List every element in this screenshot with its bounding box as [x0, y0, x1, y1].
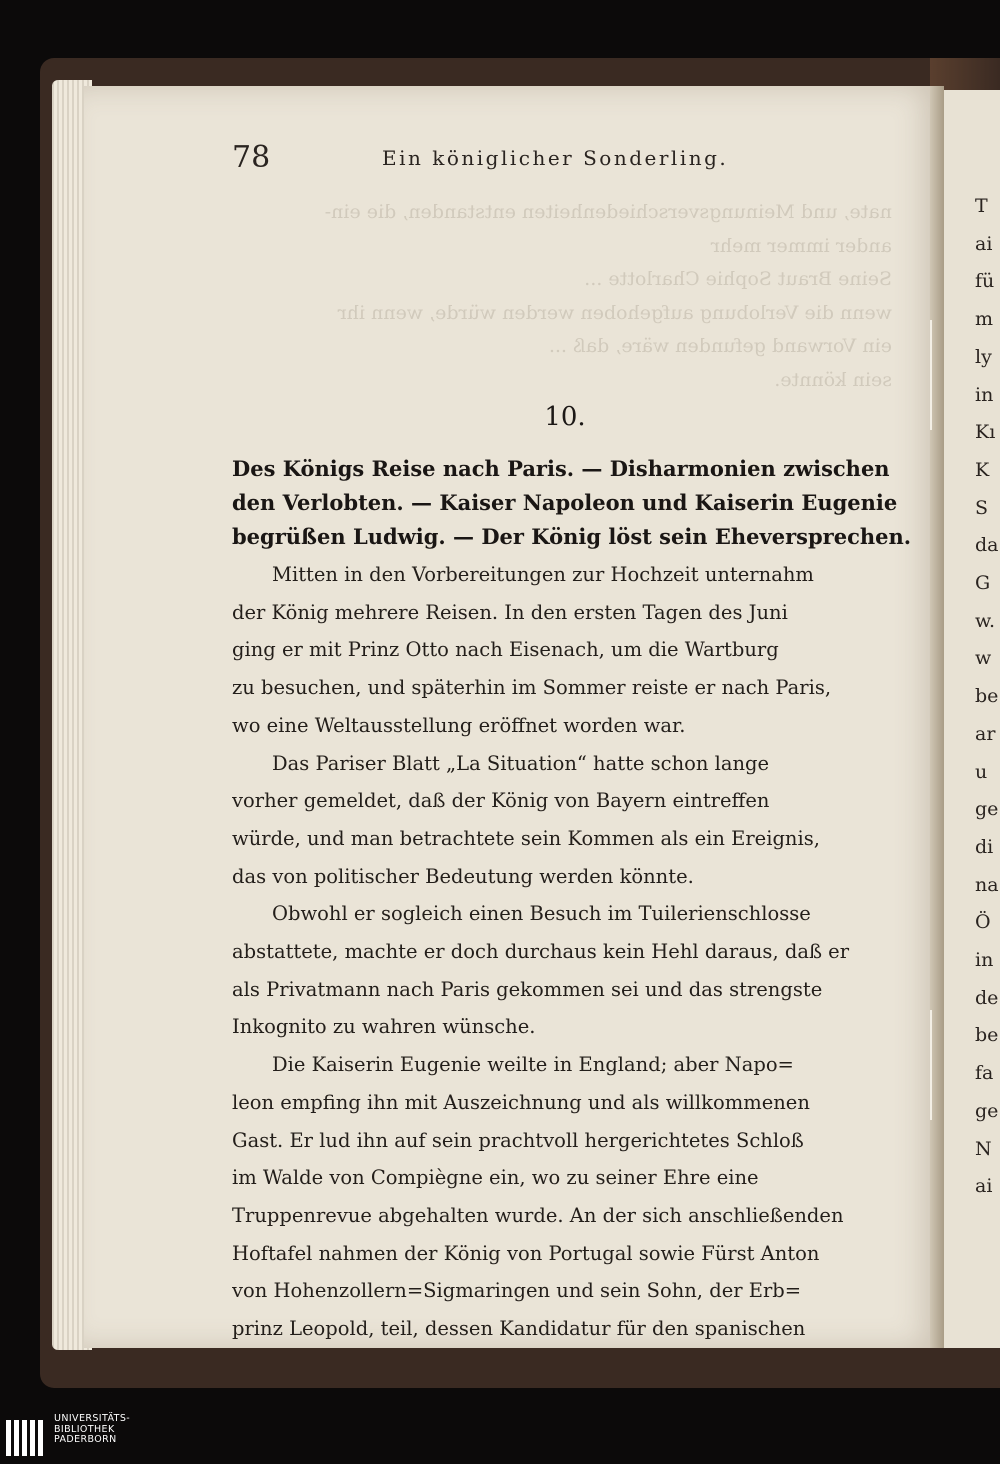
text-line: würde, und man betrachtete sein Kommen als ein Ereignis, [232, 826, 820, 850]
library-name-line: PADERBORN [54, 1434, 117, 1445]
fragment: K [975, 458, 990, 481]
fragment: w [975, 647, 992, 670]
body-text [232, 556, 892, 1348]
fragment: ai [975, 1175, 993, 1198]
fragment: in [975, 949, 994, 972]
show-through-text [232, 196, 892, 397]
fragment: T [975, 195, 988, 217]
show-through-line: ein Vorwand gefunden wäre, daß ... [548, 335, 892, 357]
page-header [232, 140, 892, 180]
binding-thread [930, 1010, 932, 1120]
text-line: im Walde von Compiègne ein, wo zu seiner Ehre eine [232, 1166, 759, 1190]
text-line: zu besuchen, und späterhin im Sommer reiste er nach Paris, [232, 676, 832, 700]
chapter-number: 10. [544, 402, 586, 432]
binding-thread [930, 320, 932, 430]
show-through-line: sein könnte. [774, 368, 892, 391]
show-through-line: nate, und Meinungsverschiedenheiten entstanden, die ein- [324, 201, 892, 223]
show-through-line: Seine Braut Sophie Charlotte ... [584, 268, 892, 290]
text-line: Das Pariser Blatt „La Situation“ hatte schon lange [272, 751, 770, 775]
text-line: ging er mit Prinz Otto nach Eisenach, um die Wartburg [232, 638, 779, 662]
fragment: be [975, 1024, 999, 1047]
library-name [54, 1414, 130, 1446]
text-line: als Privatmann nach Paris gekommen sei und das strengste [232, 977, 823, 1001]
fragment: S [975, 496, 989, 519]
library-name-line: BIBLIOTHEK [54, 1423, 115, 1435]
text-line: abstattete, machte er doch durchaus kein Hehl daraus, daß er [232, 940, 850, 964]
text-line: wo eine Weltausstellung eröffnet worden war. [232, 713, 686, 737]
chapter-title [232, 452, 912, 554]
fragment: di [975, 835, 994, 858]
facing-page-fragments [975, 188, 1000, 1206]
fragment: ar [975, 722, 996, 745]
fragment: be [975, 685, 999, 708]
fragment: ge [975, 1099, 999, 1122]
text-line: Gast. Er lud ihn auf sein prachtvoll hergerichtetes Schloß [232, 1128, 804, 1152]
text-line: von Hohenzollern=Sigmaringen und sein Sohn, der Erb= [232, 1279, 802, 1303]
library-name-line: UNIVERSITÄTS- [54, 1413, 131, 1424]
page-number: 78 [232, 140, 271, 175]
fragment: ly [975, 345, 992, 368]
fragment: m [975, 308, 994, 331]
fragment: ai [975, 232, 993, 255]
chapter-title-line: begrüßen Ludwig. — Der König löst sein Eheversprechen. [232, 524, 912, 549]
text-line: Obwohl er sogleich einen Besuch im Tuilerienschlosse [272, 902, 811, 926]
text-line: Hoftafel nahmen der König von Portugal sowie Fürst Anton [232, 1241, 820, 1265]
text-line: Die Kaiserin Eugenie weilte in England; aber Napo= [272, 1053, 794, 1077]
fragment: G [975, 572, 991, 595]
fragment: w. [975, 609, 996, 632]
text-line: vorher gemeldet, daß der König von Bayern eintreffen [232, 789, 770, 813]
text-line: Mitten in den Vorbereitungen zur Hochzeit unternahm [272, 563, 814, 586]
text-line: der König mehrere Reisen. In den ersten Tagen des Juni [232, 600, 788, 624]
fragment: de [975, 986, 999, 1009]
text-line: leon empfing ihn mit Auszeichnung und als willkommenen [232, 1090, 810, 1114]
page-gutter [930, 86, 944, 1348]
text-line: prinz Leopold, teil, dessen Kandidatur für den spanischen [232, 1317, 806, 1341]
chapter-title-line: Des Königs Reise nach Paris. — Disharmonien zwischen [232, 456, 890, 481]
running-head: Ein königlicher Sonderling. [382, 146, 729, 170]
fragment: na [975, 873, 999, 896]
library-footer [0, 1410, 1000, 1464]
fragment: fü [975, 270, 995, 293]
fragment: in [975, 383, 994, 406]
fragment: u [975, 760, 988, 783]
chapter-title-line: den Verlobten. — Kaiser Napoleon und Kaiserin Eugenie [232, 490, 898, 515]
text-line: das von politischer Bedeutung werden könnte. [232, 864, 694, 888]
fragment: Kı [975, 421, 996, 444]
library-logo-icon [4, 1416, 48, 1460]
fragment: da [975, 534, 999, 557]
show-through-line: ander immer mehr [710, 234, 892, 257]
text-line: Inkognito zu wahren wünsche. [232, 1015, 536, 1039]
fragment: ge [975, 798, 999, 821]
fragment: Ö [975, 911, 991, 934]
text-line: Truppenrevue abgehalten wurde. An der sich anschließenden [232, 1203, 844, 1227]
fragment: fa [975, 1062, 994, 1085]
show-through-line: wenn die Verlobung aufgehoben werden würde, wenn ihr [337, 301, 892, 324]
fragment: N [975, 1137, 992, 1160]
